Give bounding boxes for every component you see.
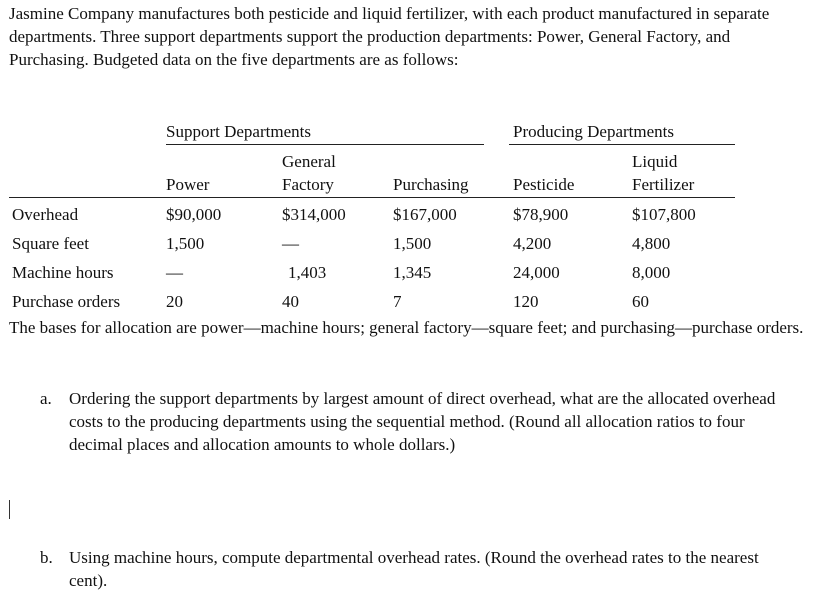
machine-hours-general-factory: 1,403 <box>288 263 327 282</box>
question-a-text: Ordering the support departments by largest amount of direct overhead, what are the allocated overhead costs to the producing departments using the sequential method. (Round all allocation ratios to four decimal places and allocation amounts to whole dollars.) <box>69 389 776 454</box>
question-b-label: b. <box>40 548 53 567</box>
column-general-factory-line1: General <box>282 152 336 171</box>
machine-hours-power: — <box>166 263 183 282</box>
producing-departments-header: Producing Departments <box>513 122 674 141</box>
allocation-bases-paragraph: The bases for allocation are power—machine hours; general factory—square feet; and purchasing—purchase orders. <box>9 318 804 337</box>
purchase-orders-general-factory: 40 <box>282 292 299 311</box>
column-header-rule <box>9 197 735 198</box>
square-feet-purchasing: 1,500 <box>393 234 432 253</box>
overhead-general-factory: $314,000 <box>282 205 346 224</box>
square-feet-liquid-fertilizer: 4,800 <box>632 234 671 253</box>
square-feet-general-factory: — <box>282 234 299 253</box>
row-overhead-label: Overhead <box>12 205 79 224</box>
text-cursor[interactable] <box>9 500 10 519</box>
question-a-label: a. <box>40 389 52 408</box>
row-machine-hours-label: Machine hours <box>12 263 114 282</box>
square-feet-power: 1,500 <box>166 234 205 253</box>
purchase-orders-purchasing: 7 <box>393 292 402 311</box>
overhead-purchasing: $167,000 <box>393 205 457 224</box>
question-b <box>42 546 782 592</box>
column-purchasing: Purchasing <box>393 175 469 194</box>
support-departments-header: Support Departments <box>166 122 311 141</box>
machine-hours-purchasing: 1,345 <box>393 263 432 282</box>
row-purchase-orders-label: Purchase orders <box>12 292 121 311</box>
square-feet-pesticide: 4,200 <box>513 234 552 253</box>
producing-header-rule <box>509 144 735 145</box>
column-power: Power <box>166 175 210 194</box>
column-liquid-fertilizer-line2: Fertilizer <box>632 175 695 194</box>
question-a <box>42 387 782 456</box>
row-square-feet-label: Square feet <box>12 234 89 253</box>
purchase-orders-power: 20 <box>166 292 183 311</box>
overhead-liquid-fertilizer: $107,800 <box>632 205 696 224</box>
column-pesticide: Pesticide <box>513 175 575 194</box>
overhead-power: $90,000 <box>166 205 222 224</box>
purchase-orders-pesticide: 120 <box>513 292 539 311</box>
overhead-pesticide: $78,900 <box>513 205 569 224</box>
support-header-rule <box>166 144 484 145</box>
question-b-text: Using machine hours, compute departmental overhead rates. (Round the overhead rates to the nearest cent). <box>69 548 759 590</box>
column-liquid-fertilizer-line1: Liquid <box>632 152 678 171</box>
intro-paragraph: Jasmine Company manufactures both pesticide and liquid fertilizer, with each product manufactured in separate departments. Three support departments support the production departments: Power, General Factory, and Purchasing. Budgeted data on the five departments are as follows: <box>9 4 770 69</box>
purchase-orders-liquid-fertilizer: 60 <box>632 292 649 311</box>
column-general-factory-line2: Factory <box>282 175 334 194</box>
machine-hours-pesticide: 24,000 <box>513 263 560 282</box>
machine-hours-liquid-fertilizer: 8,000 <box>632 263 671 282</box>
